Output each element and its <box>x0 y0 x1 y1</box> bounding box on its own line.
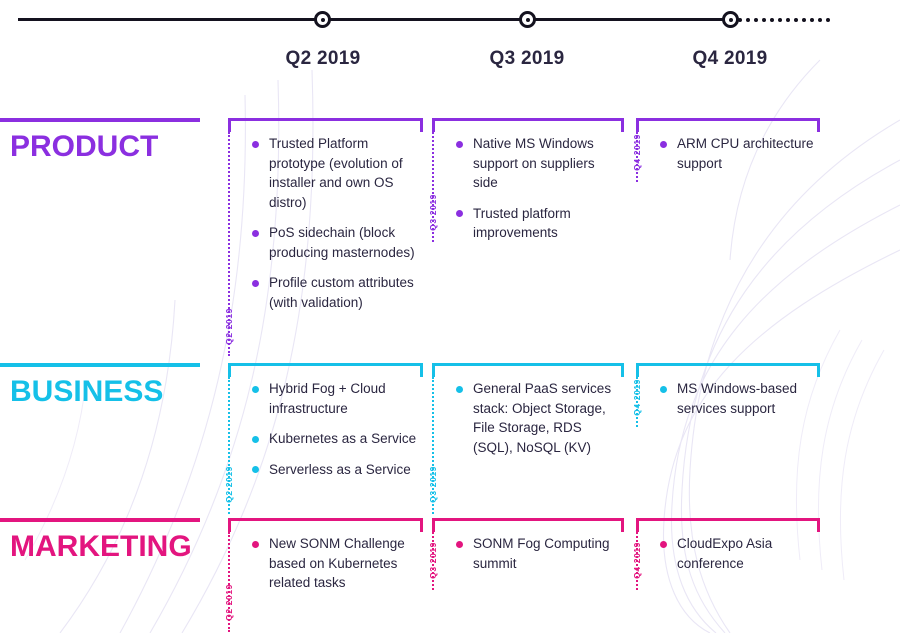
timeline-dot <box>754 18 758 22</box>
bullet-icon <box>660 141 667 148</box>
section-divider-rule <box>0 363 200 367</box>
bullet-icon <box>252 141 259 148</box>
quarter-bracket <box>228 518 423 532</box>
milestone-list <box>456 379 620 468</box>
bullet-icon <box>660 541 667 548</box>
quarter-bracket <box>636 118 820 132</box>
bullet-icon <box>252 230 259 237</box>
milestone-list <box>660 534 816 584</box>
timeline-dot <box>826 18 830 22</box>
milestone-item <box>456 204 620 243</box>
bullet-icon <box>252 541 259 548</box>
bullet-icon <box>660 386 667 393</box>
milestone-list <box>252 379 419 490</box>
section-divider-rule <box>0 518 200 522</box>
milestone-list <box>252 534 419 604</box>
timeline-dot <box>794 18 798 22</box>
bullet-icon <box>456 386 463 393</box>
bullet-icon <box>252 466 259 473</box>
bullet-icon <box>456 141 463 148</box>
milestone-text: CloudExpo Asia conference <box>677 536 773 571</box>
quarter-vertical-label: Q3 2019 <box>428 542 438 579</box>
milestone-item <box>660 534 816 573</box>
bullet-icon <box>252 280 259 287</box>
milestone-text: MS Windows-based services support <box>677 381 798 416</box>
quarter-header-label: Q4 2019 <box>692 48 768 69</box>
timeline-node-2[interactable] <box>519 11 536 28</box>
milestone-item <box>456 379 620 457</box>
bullet-icon <box>456 210 463 217</box>
timeline-axis <box>18 18 730 21</box>
milestone-text: New SONM Challenge based on Kubernetes related tasks <box>269 536 405 590</box>
milestone-text: Trusted Platform prototype (evolution of installer and own OS distro) <box>269 136 403 210</box>
milestone-text: PoS sidechain (block producing masternodes) <box>269 225 415 260</box>
milestone-text: SONM Fog Computing summit <box>473 536 610 571</box>
quarter-vertical-label: Q2 2019 <box>224 308 234 345</box>
quarter-bracket <box>228 363 423 377</box>
milestone-text: ARM CPU architecture support <box>677 136 814 171</box>
milestone-text: Serverless as a Service <box>269 461 411 477</box>
quarter-bracket <box>432 118 624 132</box>
section-divider-rule <box>0 118 200 122</box>
quarter-vertical-label: Q3 2019 <box>428 194 438 231</box>
timeline-dot <box>762 18 766 22</box>
timeline-dot <box>786 18 790 22</box>
quarter-vertical-label: Q3 2019 <box>428 466 438 503</box>
timeline-dot <box>802 18 806 22</box>
timeline <box>0 0 900 95</box>
quarter-vertical-label: Q4 2019 <box>632 379 642 416</box>
milestone-text: Hybrid Fog + Cloud infrastructure <box>269 381 386 416</box>
quarter-vertical-label: Q4 2019 <box>632 134 642 171</box>
milestone-list <box>660 134 816 184</box>
section-title: PRODUCT <box>10 130 159 163</box>
quarter-bracket <box>432 518 624 532</box>
timeline-dot <box>746 18 750 22</box>
milestone-item <box>252 534 419 593</box>
timeline-node-3[interactable] <box>722 11 739 28</box>
milestone-item <box>660 379 816 418</box>
timeline-dot <box>810 18 814 22</box>
milestone-text: Trusted platform improvements <box>473 205 571 240</box>
milestone-item <box>252 134 419 212</box>
milestone-list <box>660 379 816 429</box>
bullet-icon <box>252 436 259 443</box>
milestone-text: Kubernetes as a Service <box>269 431 417 446</box>
timeline-dot <box>770 18 774 22</box>
milestone-text: General PaaS services stack: Object Storage, File Storage, RDS (SQL), NoSQL (KV) <box>473 381 612 455</box>
milestone-item <box>456 134 620 193</box>
quarter-header-label: Q3 2019 <box>489 48 565 69</box>
timeline-dot <box>778 18 782 22</box>
quarter-bracket <box>636 363 820 377</box>
timeline-dotted-tail <box>730 18 830 21</box>
milestone-item <box>252 460 419 480</box>
milestone-list <box>456 134 620 254</box>
milestone-item <box>660 134 816 173</box>
milestone-item <box>456 534 620 573</box>
milestone-item <box>252 379 419 418</box>
quarter-bracket <box>432 363 624 377</box>
milestone-item <box>252 223 419 262</box>
timeline-dot <box>818 18 822 22</box>
quarter-header-label: Q2 2019 <box>285 48 361 69</box>
quarter-bracket <box>228 118 423 132</box>
quarter-vertical-label: Q4 2019 <box>632 542 642 579</box>
quarter-vertical-label: Q2 2019 <box>224 584 234 621</box>
milestone-text: Profile custom attributes (with validation) <box>269 275 414 310</box>
quarter-bracket <box>636 518 820 532</box>
bullet-icon <box>252 386 259 393</box>
timeline-node-1[interactable] <box>314 11 331 28</box>
section-title: BUSINESS <box>10 375 164 408</box>
milestone-text: Native MS Windows support on suppliers side <box>473 136 595 190</box>
bullet-icon <box>456 541 463 548</box>
milestone-list <box>456 534 620 584</box>
milestone-item <box>252 273 419 312</box>
section-title: MARKETING <box>10 530 192 563</box>
milestone-item <box>252 429 419 449</box>
quarter-vertical-label: Q2 2019 <box>224 466 234 503</box>
milestone-list <box>252 134 419 323</box>
